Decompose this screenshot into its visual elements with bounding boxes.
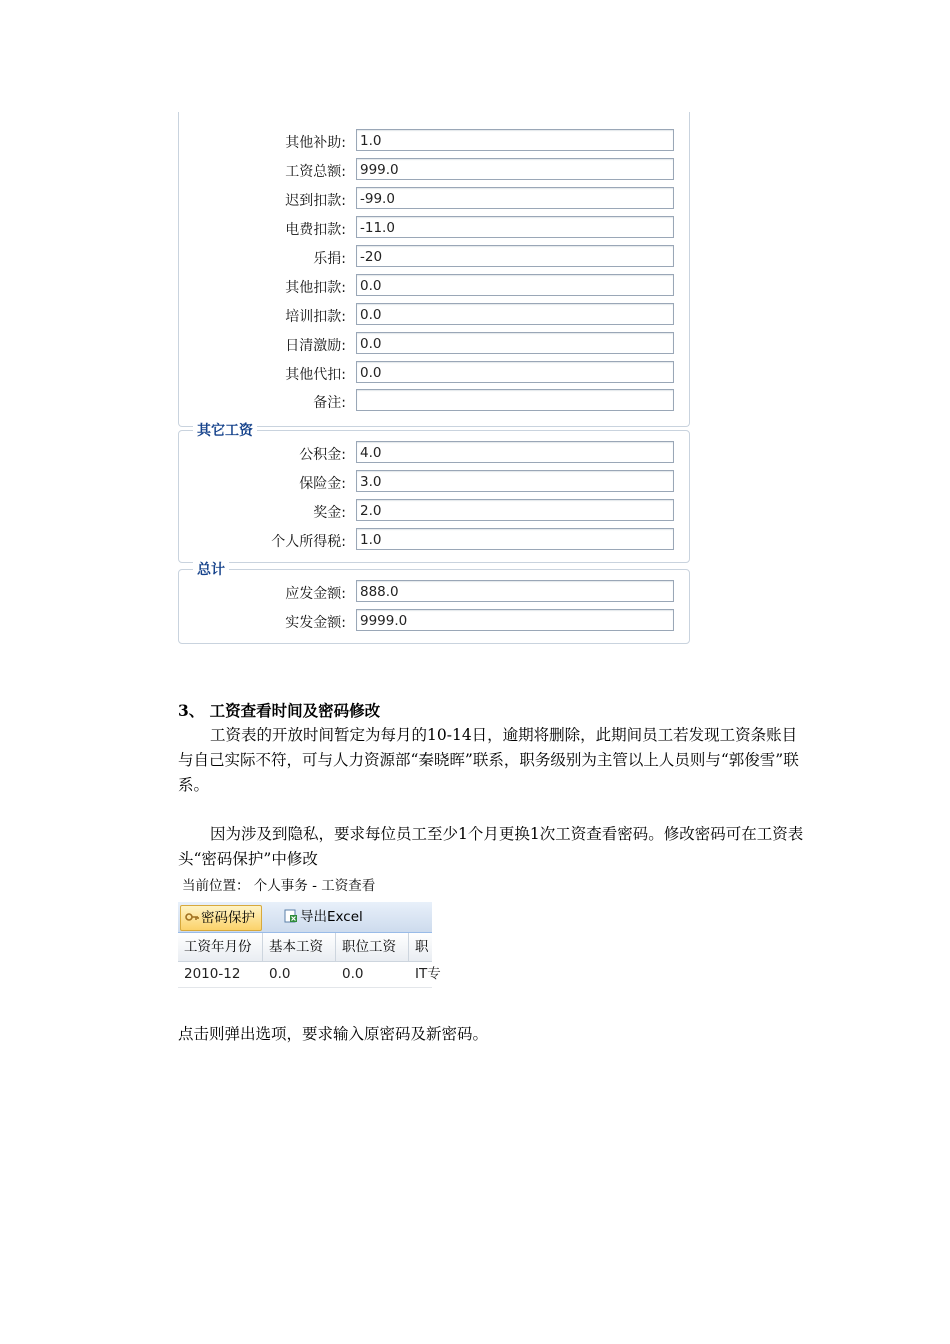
field-label: 备注: [313, 395, 346, 411]
remarks-field[interactable] [356, 389, 674, 411]
row-electricity-deduction [176, 216, 690, 240]
field-label: 日清激励: [285, 338, 346, 354]
total-salary-field[interactable]: 999.0 [356, 158, 674, 180]
paragraph-open-time: 工资表的开放时间暂定为每月的10-14日，逾期将删除，此期间员工若发现工资条账目与自己实际不符，可与人力资源部“秦晓晖”联系，职务级别为主管以上人员则与“郭俊雪”联系。 [178, 726, 799, 794]
column-header-base-salary[interactable]: 基本工资 [263, 933, 336, 961]
key-icon [185, 908, 199, 922]
field-label: 电费扣款: [285, 222, 346, 238]
income-tax-field[interactable]: 1.0 [356, 528, 674, 550]
cell-position-salary: 0.0 [342, 966, 364, 982]
excel-icon [284, 907, 298, 921]
training-deduction-field[interactable]: 0.0 [356, 303, 674, 325]
other-withholding-field[interactable]: 0.0 [356, 361, 674, 383]
row-bonus [176, 499, 690, 523]
donation-field[interactable]: -20 [356, 245, 674, 267]
column-header-position-salary[interactable]: 职位工资 [336, 933, 409, 961]
grid-header [178, 933, 432, 962]
row-daily-incentive [176, 332, 690, 356]
column-header-truncated[interactable]: 职 [415, 939, 429, 955]
field-label: 奖金: [313, 505, 346, 521]
row-training-deduction [176, 303, 690, 327]
row-income-tax [176, 528, 690, 552]
legend-total: 总计 [193, 559, 229, 579]
row-gross-pay [176, 580, 690, 604]
row-late-deduction [176, 187, 690, 211]
table-row[interactable] [178, 961, 441, 988]
late-deduction-field[interactable]: -99.0 [356, 187, 674, 209]
net-pay-field[interactable]: 9999.0 [356, 609, 674, 631]
bonus-field[interactable]: 2.0 [356, 499, 674, 521]
insurance-field[interactable]: 3.0 [356, 470, 674, 492]
paragraph-click-instruction: 点击则弹出选项，要求输入原密码及新密码。 [178, 1025, 489, 1043]
field-label: 工资总额: [285, 164, 346, 180]
salary-view-screenshot [178, 872, 441, 990]
row-other-allowance [176, 129, 690, 153]
field-label: 其他补助: [285, 135, 346, 151]
row-total-salary [176, 158, 690, 182]
password-protect-button[interactable] [180, 905, 262, 931]
field-label: 应发金额: [285, 586, 346, 602]
export-excel-button[interactable] [280, 905, 369, 929]
cell-base-salary: 0.0 [269, 966, 291, 982]
cell-truncated: IT专 [415, 966, 441, 982]
salary-form [176, 118, 690, 646]
cell-month: 2010-12 [184, 966, 241, 982]
field-label: 其他扣款: [285, 280, 346, 296]
row-insurance [176, 470, 690, 494]
housing-fund-field[interactable]: 4.0 [356, 441, 674, 463]
other-deduction-field[interactable]: 0.0 [356, 274, 674, 296]
toolbar [178, 902, 432, 933]
export-excel-label: 导出Excel [300, 909, 363, 925]
legend-other-salary: 其它工资 [193, 420, 257, 440]
row-housing-fund [176, 441, 690, 465]
field-label: 保险金: [299, 476, 346, 492]
password-protect-label: 密码保护 [201, 910, 255, 926]
row-remarks [176, 389, 690, 413]
electricity-deduction-field[interactable]: -11.0 [356, 216, 674, 238]
other-allowance-field[interactable]: 1.0 [356, 129, 674, 151]
field-label: 培训扣款: [285, 309, 346, 325]
row-other-withholding [176, 361, 690, 385]
field-label: 乐捐: [313, 251, 346, 267]
breadcrumb: 当前位置： 个人事务 - 工资查看 [182, 878, 376, 894]
field-label: 迟到扣款: [285, 193, 346, 209]
daily-incentive-field[interactable]: 0.0 [356, 332, 674, 354]
gross-pay-field[interactable]: 888.0 [356, 580, 674, 602]
row-donation [176, 245, 690, 269]
field-label: 个人所得税: [271, 534, 346, 550]
field-label: 实发金额: [285, 615, 346, 631]
section-heading: 3、 工资查看时间及密码修改 [178, 701, 381, 720]
paragraph-password-change: 因为涉及到隐私，要求每位员工至少1个月更换1次工资查看密码。修改密码可在工资表头“密码保护”中修改 [178, 825, 804, 868]
row-other-deduction [176, 274, 690, 298]
field-label: 其他代扣: [285, 367, 346, 383]
field-label: 公积金: [299, 447, 346, 463]
row-net-pay [176, 609, 690, 633]
column-header-month[interactable]: 工资年月份 [178, 933, 263, 961]
